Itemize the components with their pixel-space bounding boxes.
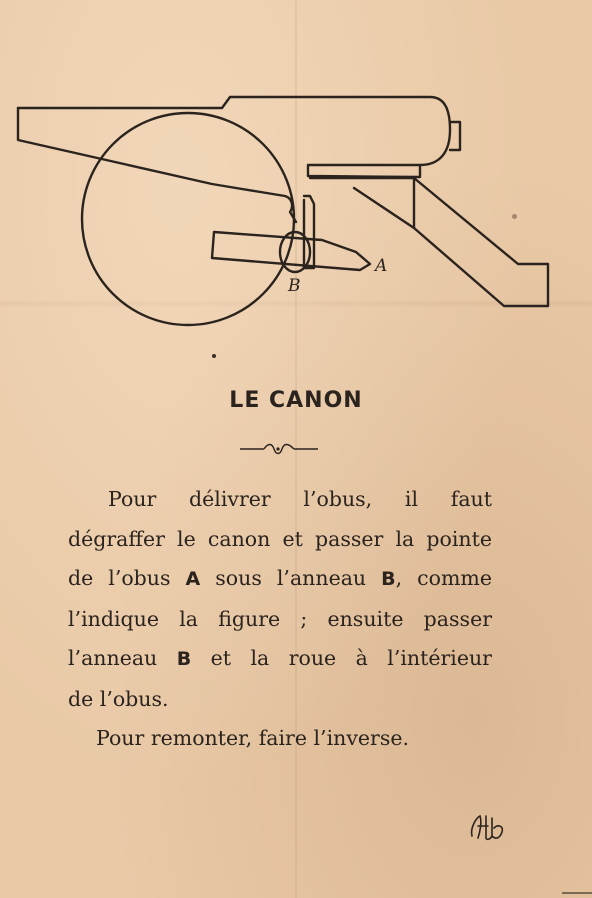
ornamental-rule-icon [238,440,320,458]
bold-letter-b: B [176,648,192,670]
bold-letter-a: A [185,568,201,590]
text-line: Pour délivrer l’obus, il faut [108,487,492,511]
page-title: LE CANON [229,388,363,413]
text-line: de l’obus. [68,686,169,711]
text-run: l’anneau [68,646,158,670]
text-line: l’indique la figure ; ensuite passer [68,606,492,631]
instructions-text [68,480,492,759]
cannon-diagram [0,80,592,340]
shell-obus [212,232,370,270]
cannon-barrel [18,97,450,177]
figure-label-a: A [375,256,388,276]
text-run: et la roue à l’intérieur [210,646,492,670]
text-run: sous l’anneau [215,566,367,590]
cannon-knob [450,122,460,150]
paragraph-1 [68,480,492,719]
printer-monogram-icon [466,810,508,842]
cannon-wheel [82,113,294,325]
text-line: dégraffer le canon et passer la pointe [68,526,492,551]
text-line [68,639,492,680]
paragraph-2: Pour remonter, faire l’inverse. [96,726,410,750]
cannon-trail [310,178,548,306]
ink-dot [212,354,216,358]
cannon-barrel-underside [18,108,296,222]
text-run: , comme [395,566,492,590]
bold-letter-b: B [381,568,396,590]
text-run: de l’obus [68,566,171,590]
corner-rule [562,892,592,894]
text-line [68,559,492,600]
figure-label-b: B [288,276,301,296]
